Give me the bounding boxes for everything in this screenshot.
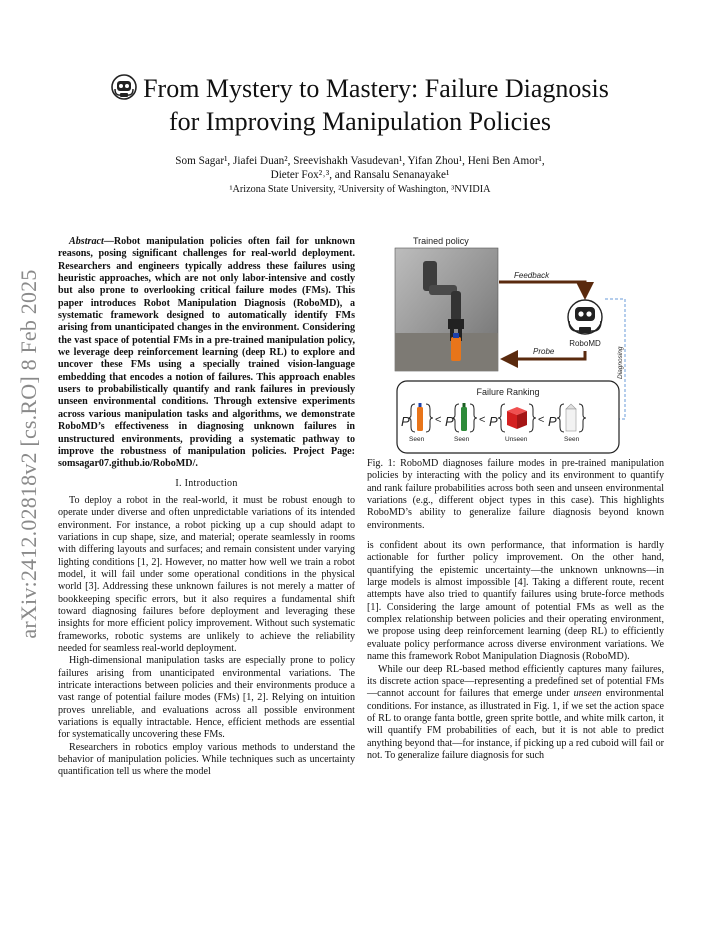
right-paragraph-2-b: environmental conditions. For instance, as illustrated in Fig. 1, if we set the action space of RL to orange fanta bottle, green sprite bottle, and white milk carton, it will quantify FM probabilities of each, but it is not able to predict anything beyond that—for instance, if picking up a red cuboid will fail or not. To generalize failure diagnosis for such [367,688,664,761]
figure-1 [393,233,643,455]
robot-photo [395,248,498,371]
item-1-label: Seen [409,436,425,443]
sprite-bottle-icon [461,407,467,431]
trained-policy-label: Trained policy [413,236,469,246]
figure-1-caption: Fig. 1: RoboMD diagnoses failure modes in pre-trained manipulation policies by interacting with the policy and its environment to quantify and rank failure probabilities across both seen and unseen environmental variations (e.g., different object types in this case). This highlights RoboMD’s ability to generalize failure diagnosis beyond known environments. [367,458,664,531]
diagnosing-label: Diagnosing [617,346,624,379]
arxiv-stamp [8,245,50,665]
feedback-arrow [499,282,585,297]
intro-paragraph-1: To deploy a robot in the real-world, it must be robust enough to operate under diverse and often unpredictable variations of its intended environment. For instance, a robot picking up a cup should adapt to variations in cup shape, size, and material; operate seamlessly in rooms with differing layouts and surfaces; and remain consistent under varying lighting conditions [1, 2]. However, no matter how well we train a robot model, it will fail under some operational conditions in the physical world [3]. Addressing these unknown failures is not merely a matter of bookkeeping specific errors, but it also requires a fundamental shift toward diagnosing failures before deployment and leveraging these insights for more efficient policy improvement. Without such systematic frameworks, robotic systems are unlikely to achieve the reliability needed for seamless real-world deployment. [58,494,355,654]
affiliations: ¹Arizona State University, ²University of Washington, ³NVIDIA [229,184,491,195]
authors [60,154,660,182]
title-line-2: for Improving Manipulation Policies [168,107,551,136]
intro-paragraph-3: Researchers in robotics employ various methods to understand the behavior of manipulation policies. While techniques such as uncertainty quantification tell us where the model [58,741,355,778]
robomd-label: RoboMD [569,339,601,348]
p-symbol-2: P [445,414,454,429]
item-3-label: Unseen [505,436,528,443]
less-than-1: < [435,414,442,426]
right-paragraph-2 [367,664,664,763]
title-block [60,72,660,196]
right-column [367,458,664,762]
authors-line-1: Som Sagar¹, Jiafei Duan², Sreevishakh Vasudevan¹, Yifan Zhou¹, Heni Ben Amor¹, [175,155,545,167]
item-2-label: Seen [454,436,470,443]
feedback-label: Feedback [514,271,550,280]
fanta-bottle-icon [417,407,423,431]
title-line-1: From Mystery to Mastery: Failure Diagnosis [143,74,609,103]
abstract-body: —Robot manipulation policies often fail for unknown reasons, posing significant challenges for real-world deployment. Researchers and engineers typically address these failures using heuristic approaches, which are not only labor-intensive and costly but also prone to overlooking critical failure modes (FMs). This paper introduces Robot Manipulation Diagnosis (RoboMD), a systematic framework designed to automatically identify FMs arising from unanticipated changes in the environment. Considering the vast space of potential FMs in a pre-trained manipulation policy, we leverage deep reinforcement learning (deep RL) to explore and uncover these FMs using a specially trained vision-language embedding that encodes a notion of failures. This approach enables users to probabilistically quantify and rank failures in previously unseen environmental conditions. Through extensive experiments across various manipulation tasks and algorithms, we demonstrate RoboMD’s effectiveness in diagnosing unknown failures in unstructured environments, providing a systematic pathway to improve the robustness of manipulation policies. Project Page: somsagar07.github.io/RoboMD/. [58,236,355,470]
right-paragraph-2-a: While our deep RL-based method efficiently captures many failures, its discrete action space—representing a predefined set of potential FMs—cannot account for failures that emerge under [367,663,664,700]
less-than-2: < [479,414,486,426]
milk-carton-icon [566,404,576,431]
abstract [58,236,355,471]
probe-label: Probe [533,347,555,356]
item-4-label: Seen [564,436,580,443]
abstract-lead: Abstract [69,236,104,247]
intro-paragraph-2: High-dimensional manipulation tasks are especially prone to policy failures arising from unanticipated environmental variations. The intricate interactions between policies and their environments produce a vast range of potential failure modes (FMs) [1, 2]. Relying on intuition proves unreliable, and evaluations across all possible environment variations is equally intractable. Hence, efficient methods are essential for systematically uncovering these FMs. [58,655,355,741]
paper-title [60,72,660,138]
right-paragraph-2-emphasis: unseen [573,688,602,700]
robomd-logo-icon [111,74,137,100]
arxiv-stamp-text: arXiv:2412.02818v2 [cs.RO] 8 Feb 2025 [16,269,41,639]
failure-ranking-title: Failure Ranking [476,387,540,397]
right-paragraph-1: is confident about its own performance, that information is hardly actionable for further policy improvement. On the other hand, quantifying the epistemic uncertainty—the unknown unknowns—in large models is almost impossible [4]. Taking a different route, recent attempts have also tried to quantify failures using brute-force methods [1]. Considering the large amount of potential FMs as well as the complex relationship between policies and their operating environment, we propose using deep reinforcement learning (deep RL) to efficiently evaluate policy performance across diverse environment variations. We name this framework Robot Manipulation Diagnosis (RoboMD). [367,540,664,663]
p-symbol-4: P [548,414,557,429]
p-symbol-1: P [401,414,410,429]
figure-1-diagram [393,233,643,455]
authors-line-2: Dieter Fox²˒³, and Ransalu Senanayake¹ [270,169,450,181]
p-symbol-3: P [489,414,498,429]
left-column [58,236,355,779]
section-heading: I. Introduction [175,477,238,489]
red-cube-icon [507,407,527,429]
less-than-3: < [538,414,545,426]
robomd-robot-icon [568,300,602,334]
